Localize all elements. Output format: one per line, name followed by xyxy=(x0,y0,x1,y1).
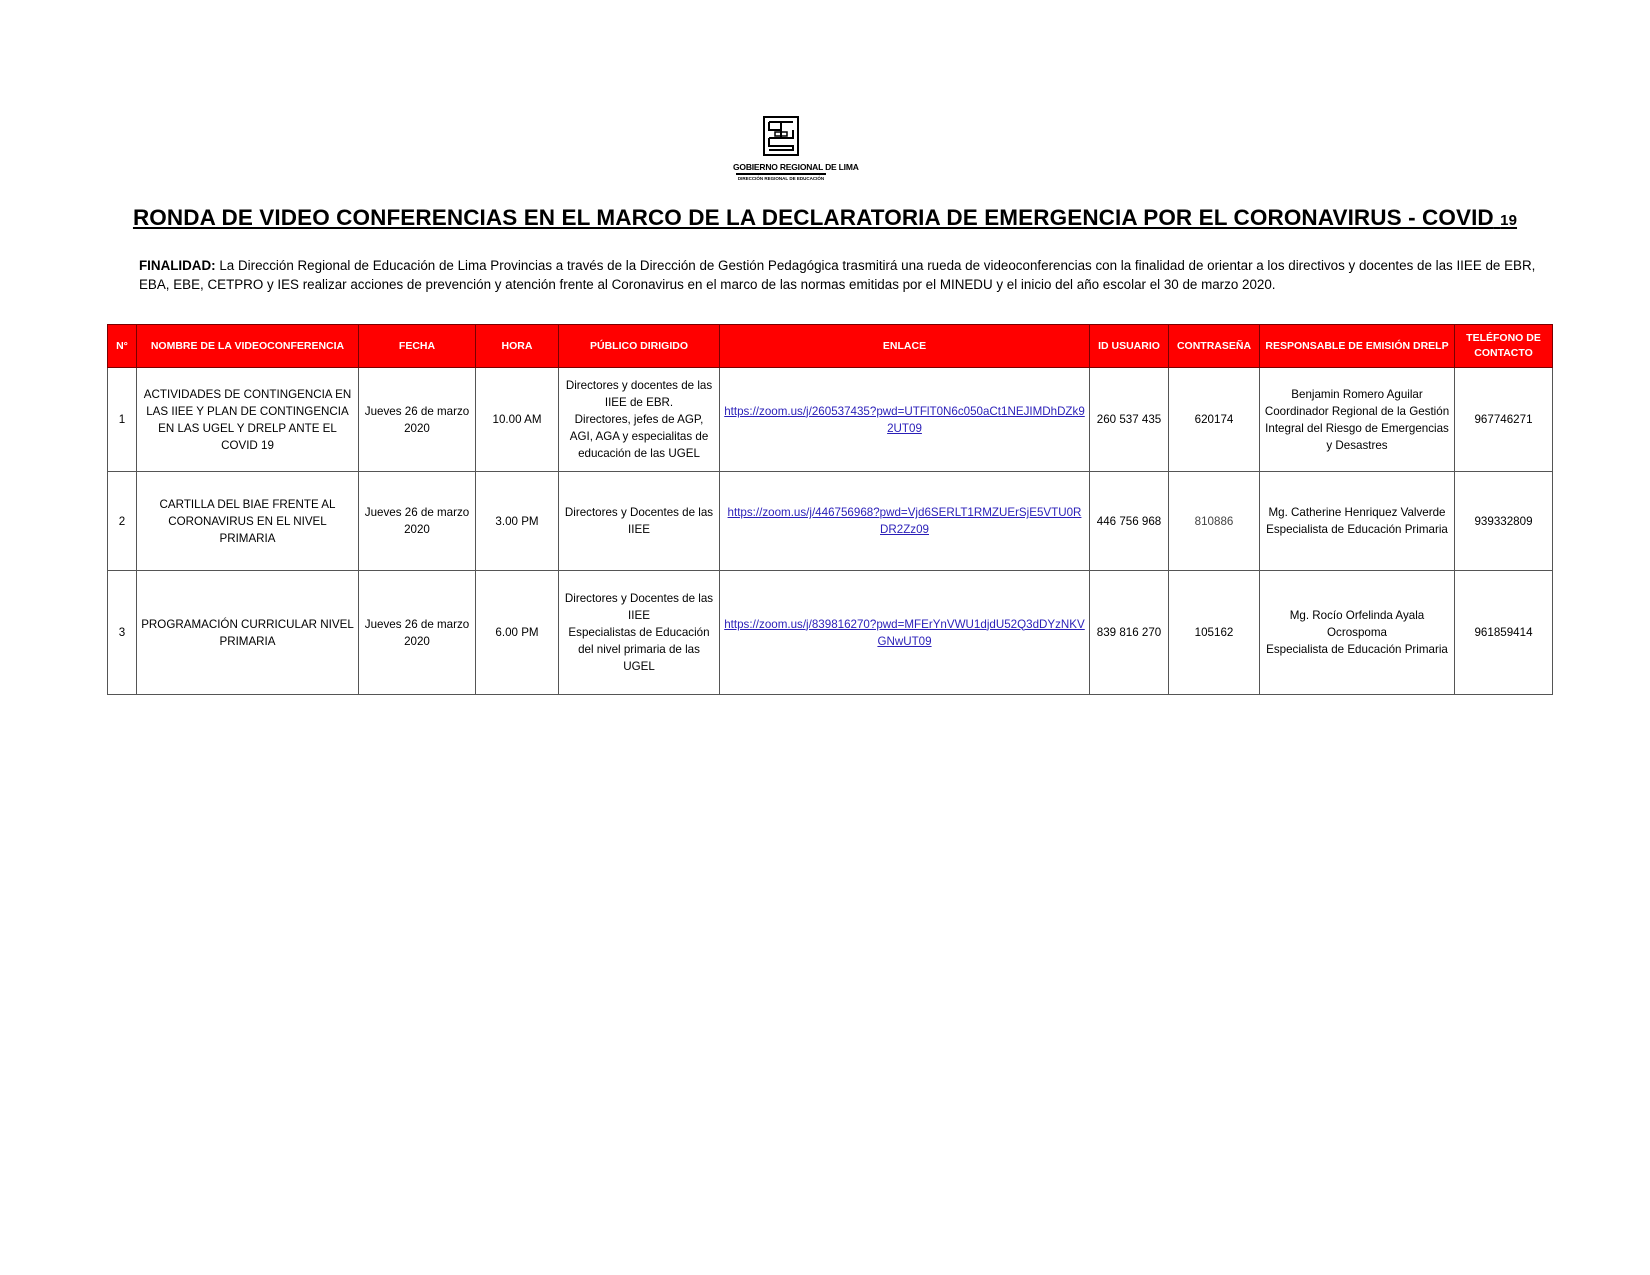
cell-phone: 961859414 xyxy=(1455,571,1553,695)
cell-num: 3 xyxy=(108,571,137,695)
cell-user-id: 260 537 435 xyxy=(1090,368,1169,472)
purpose-text: La Dirección Regional de Educación de Lima Provincias a través de la Dirección de Gestión Pedagógica trasmitirá una rueda de videoconferencias con la finalidad de orientar a los directivos y docentes de las IIEE de EBR, EBA, EBE, CETPRO y IES realizar acciones de prevención y atención frente al Coronavirus en el marco de las normas emitidas por el MINEDU y el inicio del año escolar el 30 de marzo 2020. xyxy=(139,258,1536,292)
header-date: FECHA xyxy=(359,325,476,368)
page-title xyxy=(100,205,1550,231)
cell-audience: Directores y Docentes de las IIEE xyxy=(559,472,720,571)
cell-num: 1 xyxy=(108,368,137,472)
cell-date: Jueves 26 de marzo 2020 xyxy=(359,368,476,472)
cell-date: Jueves 26 de marzo 2020 xyxy=(359,472,476,571)
logo-divider xyxy=(736,173,826,175)
cell-link xyxy=(720,368,1090,472)
table-row xyxy=(108,368,1553,472)
table-row xyxy=(108,472,1553,571)
gobierno-regional-lima-logo xyxy=(763,116,799,156)
zoom-link[interactable]: https://zoom.us/j/260537435?pwd=UTFlT0N6c050aCt1NEJIMDhDZk92UT09 xyxy=(724,404,1085,435)
cell-audience: Directores y Docentes de las IIEE Especialistas de Educación del nivel primaria de las UGEL xyxy=(559,571,720,695)
cell-phone: 939332809 xyxy=(1455,472,1553,571)
cell-audience: Directores y docentes de las IIEE de EBR. Directores, jefes de AGP, AGI, AGA y especialitas de educación de las UGEL xyxy=(559,368,720,472)
header-phone: TELÉFONO DE CONTACTO xyxy=(1455,325,1553,368)
cell-date: Jueves 26 de marzo 2020 xyxy=(359,571,476,695)
purpose-label: FINALIDAD: xyxy=(139,258,216,273)
cell-user-id: 839 816 270 xyxy=(1090,571,1169,695)
videoconference-table xyxy=(107,324,1553,695)
header-password: CONTRASEÑA xyxy=(1169,325,1260,368)
cell-user-id: 446 756 968 xyxy=(1090,472,1169,571)
cell-time: 6.00 PM xyxy=(476,571,559,695)
logo-organization-sub: DIRECCIÓN REGIONAL DE EDUCACIÓN xyxy=(737,176,825,181)
cell-link xyxy=(720,472,1090,571)
title-main: RONDA DE VIDEO CONFERENCIAS EN EL MARCO DE LA DECLARATORIA DE EMERGENCIA POR EL CORONAVIRUS - COVID xyxy=(132,205,1494,230)
title-suffix: 19 xyxy=(1500,212,1518,229)
cell-name: CARTILLA DEL BIAE FRENTE AL CORONAVIRUS EN EL NIVEL PRIMARIA xyxy=(137,472,359,571)
table-header-row xyxy=(108,325,1553,368)
cell-password: 105162 xyxy=(1169,571,1260,695)
cell-name: ACTIVIDADES DE CONTINGENCIA EN LAS IIEE Y PLAN DE CONTINGENCIA EN LAS UGEL Y DRELP ANTE EL COVID 19 xyxy=(137,368,359,472)
header-time: HORA xyxy=(476,325,559,368)
header-audience: PÚBLICO DIRIGIDO xyxy=(559,325,720,368)
header-num: N° xyxy=(108,325,137,368)
cell-phone: 967746271 xyxy=(1455,368,1553,472)
header-logo xyxy=(733,116,859,194)
zoom-link[interactable]: https://zoom.us/j/446756968?pwd=Vjd6SERLT1RMZUErSjE5VTU0RDR2Zz09 xyxy=(727,506,1082,536)
cell-password: 810886 xyxy=(1169,472,1260,571)
cell-num: 2 xyxy=(108,472,137,571)
zoom-link[interactable]: https://zoom.us/j/839816270?pwd=MFErYnVWU1djdU52Q3dDYzNKVGNwUT09 xyxy=(724,617,1085,648)
header-name: NOMBRE DE LA VIDEOCONFERENCIA xyxy=(137,325,359,368)
header-user-id: ID USUARIO xyxy=(1090,325,1169,368)
header-responsible: RESPONSABLE DE EMISIÓN DRELP xyxy=(1260,325,1455,368)
cell-password: 620174 xyxy=(1169,368,1260,472)
cell-responsible: Mg. Rocío Orfelinda Ayala Ocrospoma Especialista de Educación Primaria xyxy=(1260,571,1455,695)
cell-link xyxy=(720,571,1090,695)
cell-name: PROGRAMACIÓN CURRICULAR NIVEL PRIMARIA xyxy=(137,571,359,695)
table-row xyxy=(108,571,1553,695)
cell-responsible: Mg. Catherine Henriquez Valverde Especialista de Educación Primaria xyxy=(1260,472,1455,571)
cell-time: 3.00 PM xyxy=(476,472,559,571)
header-link: ENLACE xyxy=(720,325,1090,368)
logo-organization: GOBIERNO REGIONAL DE LIMA xyxy=(733,162,859,172)
cell-responsible: Benjamin Romero Aguilar Coordinador Regional de la Gestión Integral del Riesgo de Emergencias y Desastres xyxy=(1260,368,1455,472)
cell-time: 10.00 AM xyxy=(476,368,559,472)
purpose-paragraph xyxy=(139,256,1539,294)
